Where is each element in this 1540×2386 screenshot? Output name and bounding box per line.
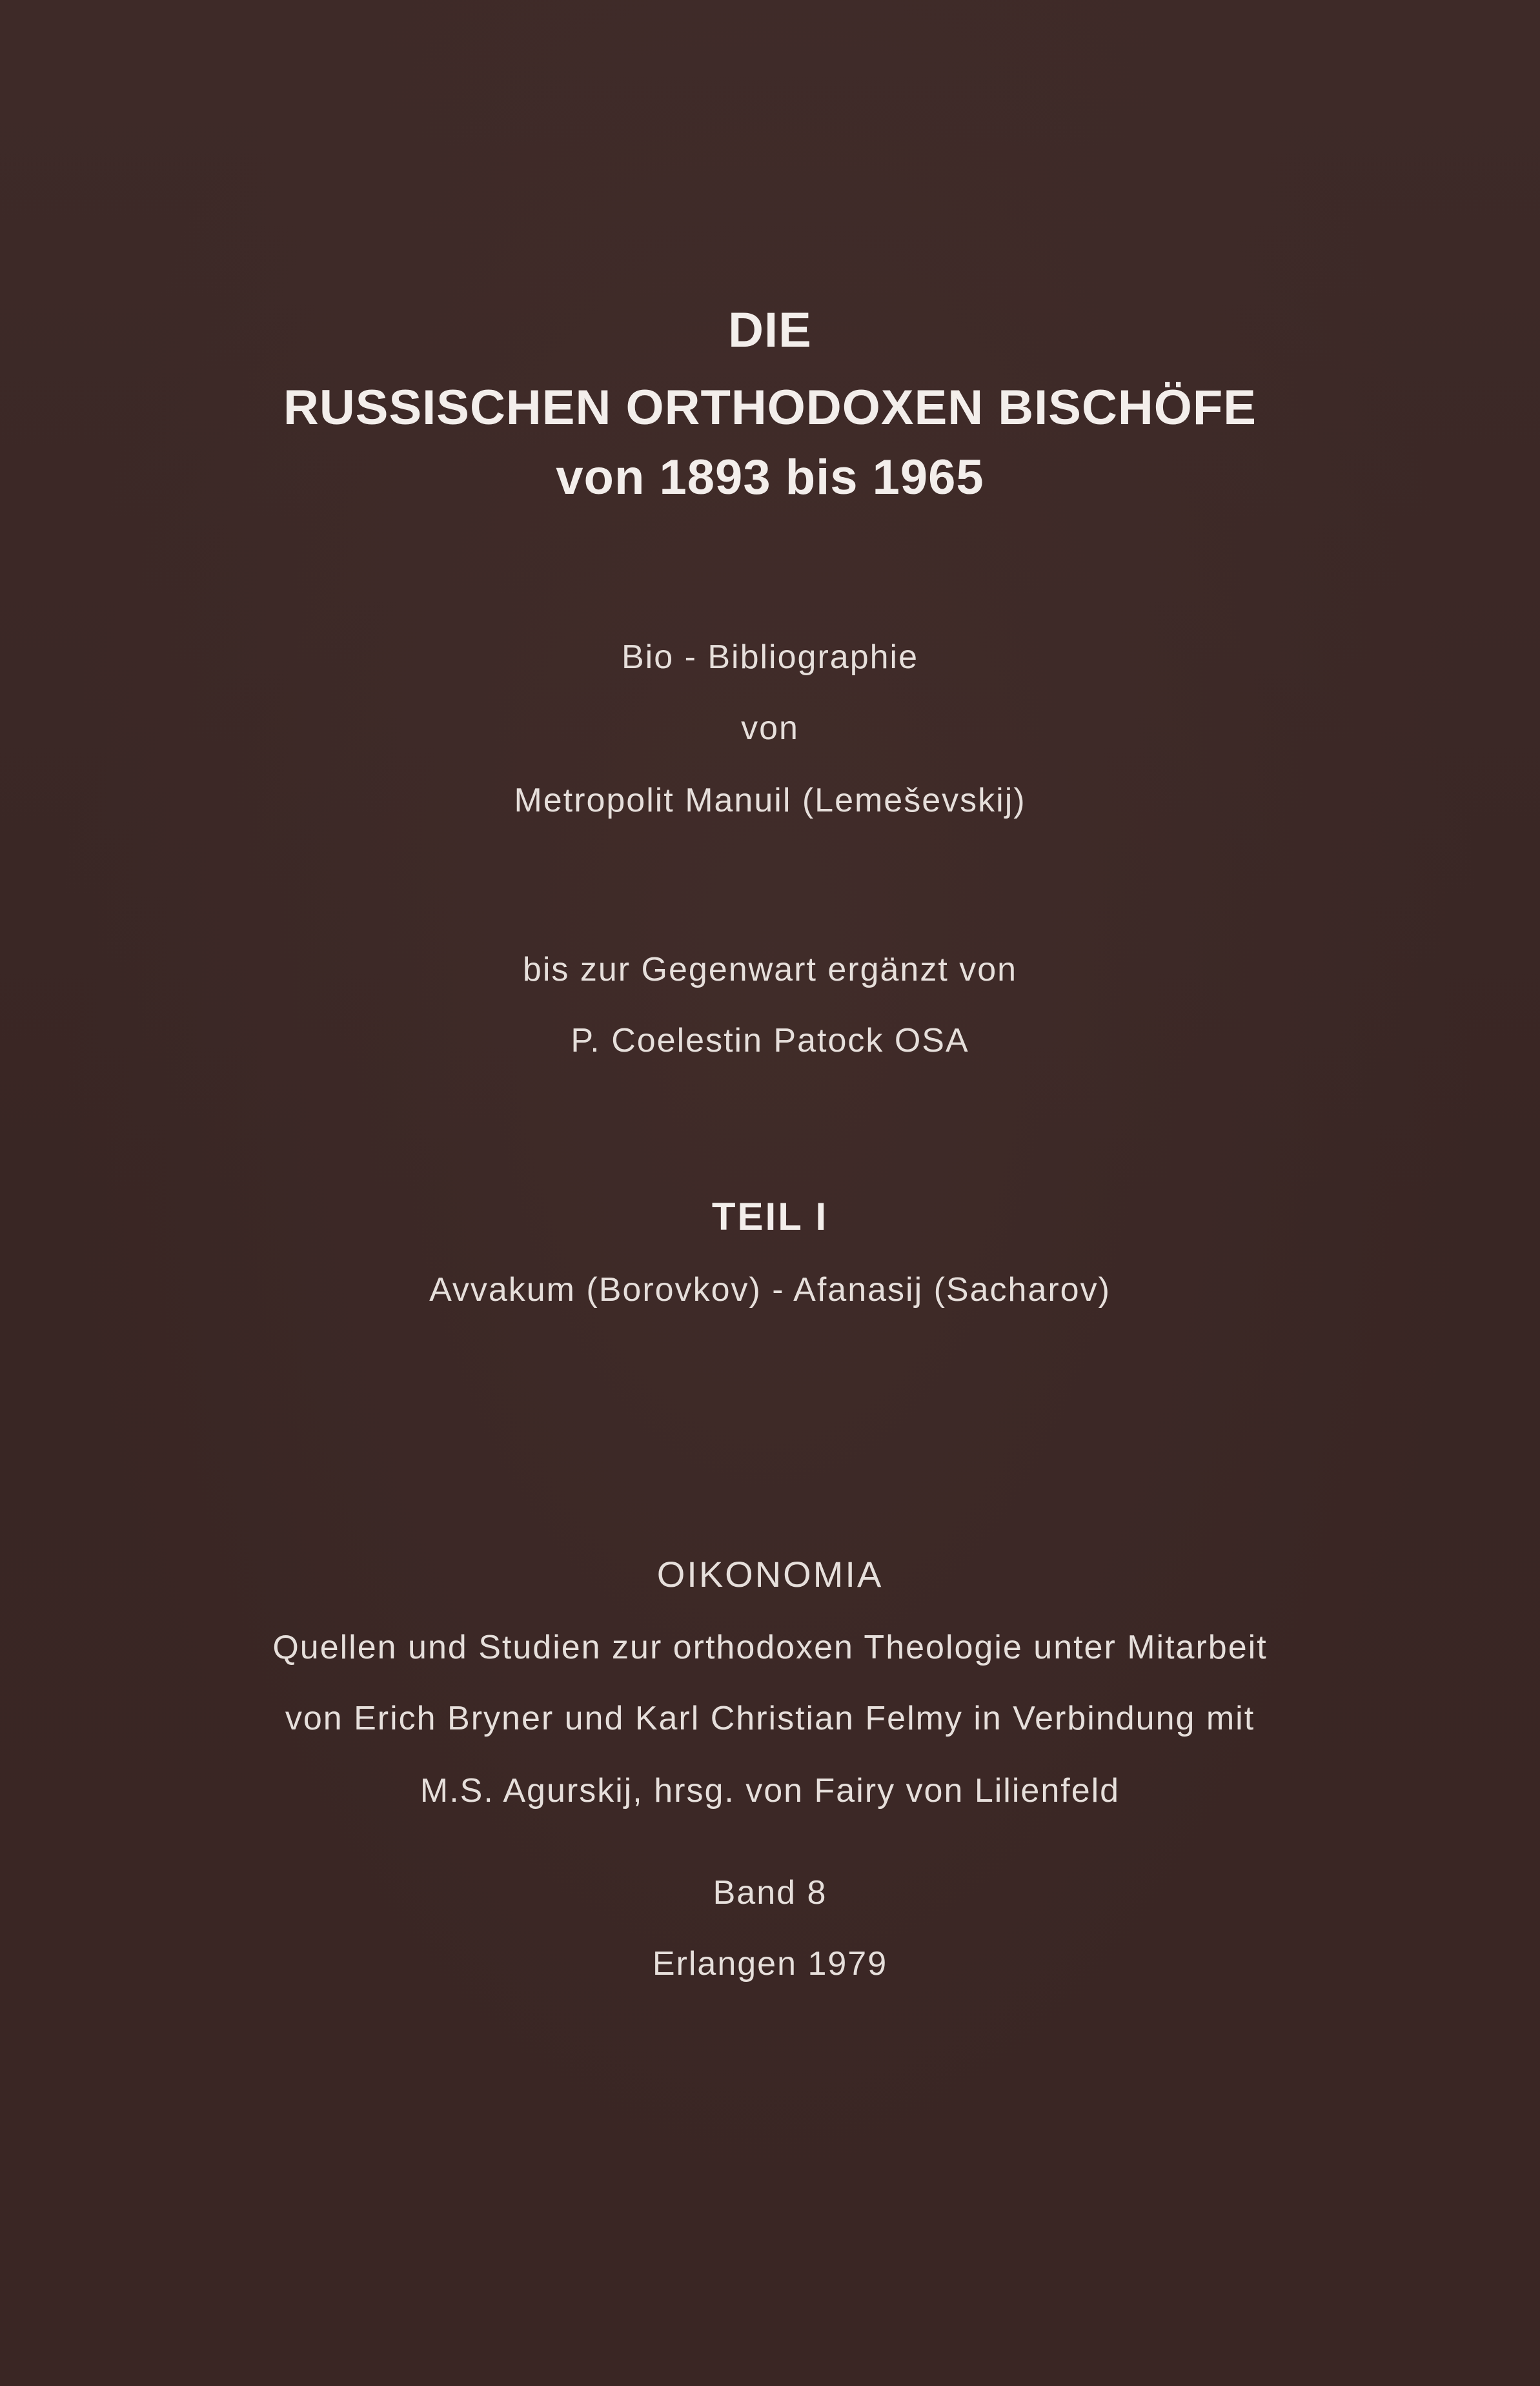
volume: Band 8 (713, 1874, 827, 1912)
part-label: TEIL I (711, 1195, 829, 1238)
part-range: Avvakum (Borovkov) - Afanasij (Sacharov) (429, 1271, 1111, 1309)
title-line-1: DIE (728, 303, 812, 358)
supplement-line-1: bis zur Gegenwart ergänzt von (522, 951, 1018, 988)
series-name: OIKONOMIA (656, 1554, 884, 1595)
by-label: von (741, 709, 799, 747)
series-line-2: von Erich Bryner und Karl Christian Felmy in Verbindung mit (285, 1700, 1255, 1737)
supplement-editor: P. Coelestin Patock OSA (571, 1022, 969, 1059)
title-line-2: RUSSISCHEN ORTHODOXEN BISCHÖFE (283, 380, 1257, 435)
author: Metropolit Manuil (Lemeševskij) (514, 782, 1026, 819)
title-line-3: von 1893 bis 1965 (556, 450, 984, 505)
imprint: Erlangen 1979 (652, 1945, 888, 1983)
subtitle: Bio - Bibliographie (621, 638, 919, 676)
series-line-1: Quellen und Studien zur orthodoxen Theologie unter Mitarbeit (272, 1629, 1268, 1666)
series-line-3: M.S. Agurskij, hrsg. von Fairy von Lilienfeld (420, 1772, 1120, 1810)
